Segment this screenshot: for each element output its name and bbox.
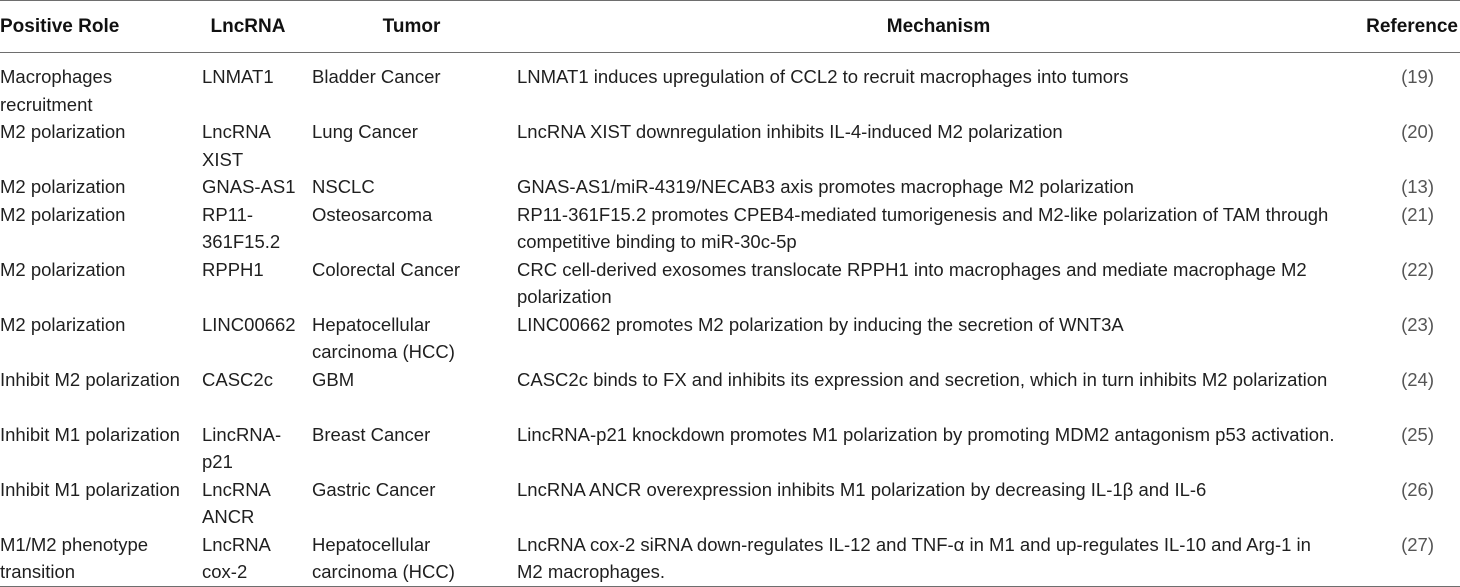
cell-positive-role: M2 polarization	[0, 258, 126, 280]
table-row	[0, 476, 1460, 531]
table-row	[0, 201, 1460, 256]
cell-reference: (27)	[1360, 531, 1460, 587]
cell-lncrna: LINC00662	[202, 313, 296, 335]
cell-reference: (25)	[1401, 423, 1434, 445]
header-row	[0, 1, 1460, 53]
header-tumor: Tumor	[306, 1, 517, 53]
cell-lncrna: GNAS-AS1	[202, 176, 296, 197]
cell-tumor: GBM	[312, 368, 355, 390]
table-row	[0, 256, 1460, 311]
table-row	[0, 366, 1460, 421]
cell-reference: (22)	[1401, 258, 1434, 280]
cell-mechanism: GNAS-AS1/miR-4319/NECAB3 axis promotes macrophage M2 polarization	[517, 176, 1134, 197]
cell-tumor: Gastric Cancer	[312, 478, 436, 500]
cell-tumor: NSCLC	[312, 176, 375, 197]
cell-reference: (20)	[1401, 121, 1434, 142]
cell-positive-role: M2 polarization	[0, 176, 126, 197]
table-row	[0, 531, 1460, 587]
header-mechanism: Mechanism	[517, 1, 1360, 53]
cell-tumor: Hepatocellular carcinoma (HCC)	[312, 313, 455, 362]
cell-lncrna: LincRNA-p21	[202, 423, 282, 472]
cell-mechanism: LINC00662 promotes M2 polarization by inducing the secretion of WNT3A	[517, 313, 1124, 335]
cell-lncrna: LNMAT1	[202, 66, 274, 87]
cell-reference: (13)	[1401, 176, 1434, 197]
cell-lncrna: CASC2c	[202, 368, 273, 390]
cell-positive-role: Inhibit M1 polarization	[0, 423, 180, 445]
table-row	[0, 53, 1460, 119]
cell-positive-role: M2 polarization	[0, 313, 126, 335]
cell-positive-role: M2 polarization	[0, 203, 126, 225]
cell-mechanism: CASC2c binds to FX and inhibits its expression and secretion, which in turn inhibits M2 polarization	[517, 368, 1328, 390]
cell-tumor: Bladder Cancer	[312, 66, 441, 87]
table-row	[0, 421, 1460, 476]
cell-tumor: Hepatocellular carcinoma (HCC)	[306, 531, 517, 587]
cell-mechanism: LncRNA cox-2 siRNA down-regulates IL-12 and TNF-α in M1 and up-regulates IL-10 and Arg-1 in M2 macrophages.	[517, 531, 1360, 587]
cell-positive-role: M1/M2 phenotype transition	[0, 531, 190, 587]
cell-positive-role: Inhibit M2 polarization	[0, 368, 180, 390]
table-body	[0, 53, 1460, 587]
cell-mechanism: RP11-361F15.2 promotes CPEB4-mediated tumorigenesis and M2-like polarization of TAM through competitive binding to miR-30c-5p	[517, 203, 1329, 252]
cell-lncrna: LncRNA ANCR	[202, 478, 270, 527]
cell-lncrna: LncRNA cox-2	[190, 531, 306, 587]
cell-mechanism: LNMAT1 induces upregulation of CCL2 to recruit macrophages into tumors	[517, 66, 1129, 87]
cell-mechanism: CRC cell-derived exosomes translocate RPPH1 into macrophages and mediate macrophage M2 polarization	[517, 258, 1307, 307]
table-row	[0, 173, 1460, 201]
header-positive-role: Positive Role	[0, 1, 190, 53]
cell-reference: (23)	[1401, 313, 1434, 335]
cell-tumor: Colorectal Cancer	[312, 258, 461, 280]
cell-reference: (24)	[1401, 368, 1434, 390]
header-lncrna: LncRNA	[190, 1, 306, 53]
cell-positive-role: M2 polarization	[0, 121, 126, 142]
table-row	[0, 311, 1460, 366]
table-row	[0, 118, 1460, 173]
cell-positive-role: Macrophages recruitment	[0, 66, 113, 115]
cell-lncrna: LncRNA XIST	[202, 121, 270, 170]
cell-reference: (26)	[1401, 478, 1434, 500]
table-header	[0, 1, 1460, 53]
cell-tumor: Osteosarcoma	[312, 203, 433, 225]
cell-mechanism: LncRNA ANCR overexpression inhibits M1 polarization by decreasing IL-1β and IL-6	[517, 478, 1207, 500]
cell-positive-role: Inhibit M1 polarization	[0, 478, 180, 500]
cell-tumor: Lung Cancer	[312, 121, 418, 142]
cell-lncrna: RPPH1	[202, 258, 264, 280]
cell-mechanism: LincRNA-p21 knockdown promotes M1 polarization by promoting MDM2 antagonism p53 activation.	[517, 423, 1335, 445]
cell-tumor: Breast Cancer	[312, 423, 431, 445]
cell-reference: (21)	[1401, 203, 1434, 225]
cell-reference: (19)	[1401, 66, 1434, 87]
cell-mechanism: LncRNA XIST downregulation inhibits IL-4-induced M2 polarization	[517, 121, 1063, 142]
header-reference: Reference	[1360, 1, 1460, 53]
cell-lncrna: RP11-361F15.2	[202, 203, 281, 252]
